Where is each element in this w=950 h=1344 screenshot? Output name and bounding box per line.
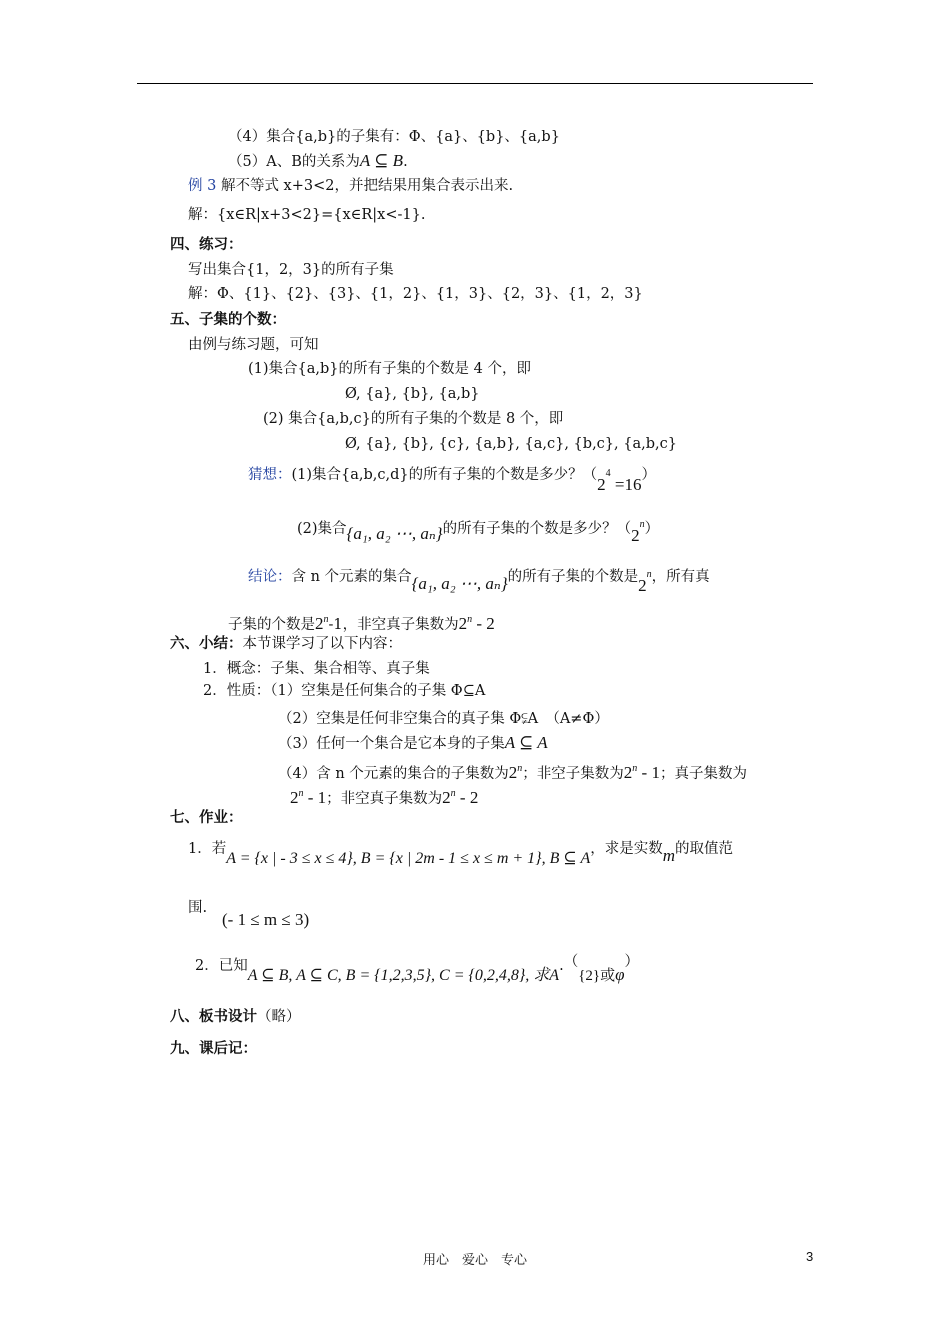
conclusion-line: 结论：含 n 个元素的集合{a₁, a₂ ⋯, aₙ}的所有子集的个数是2$^n$，所有真 (248, 569, 710, 595)
example-line: 例 3 解不等式 x+3<2，并把结果用集合表示出来. (188, 178, 514, 194)
example-label: 例 3 (188, 178, 217, 194)
conclusion-label: 结论： (248, 569, 292, 585)
section-heading: 六、小结：本节课学习了以下内容： (170, 636, 402, 652)
text-line: 写出集合{1，2，3}的所有子集 (188, 262, 394, 278)
section-heading: 九、课后记： (170, 1041, 257, 1057)
page-number: 3 (806, 1249, 814, 1264)
text-line: 1．概念：子集、集合相等、真子集 (203, 661, 430, 677)
text-line: （5）A、B的关系为A ⊆ B. (228, 151, 408, 170)
text-line: 子集的个数是2$^n$-1，非空真子集数为2$^n$ - 2 (228, 614, 495, 633)
text-line: （2）空集是任何非空集合的真子集 Φ⫋A （A≠Φ） (278, 711, 609, 727)
text-line: Ø, {a}, {b}, {a,b} (345, 386, 480, 402)
text-line: Ø, {a}, {b}, {c}, {a,b}, {a,c}, {b,c}, {a,b,c} (345, 436, 677, 452)
text-line: (2) 集合{a,b,c}的所有子集的个数是 8 个，即 (263, 411, 564, 427)
text-line: 围. (188, 900, 208, 916)
answer-line: (- 1 ≤ m ≤ 3) (222, 910, 310, 929)
text-line: (1)集合{a,b}的所有子集的个数是 4 个，即 (248, 361, 531, 377)
text-line: （3）任何一个集合是它本身的子集A ⊆ A (278, 733, 548, 752)
text-line: （4）集合{a,b}的子集有：Φ、{a}、{b}、{a,b} (228, 129, 560, 145)
text-line: 由例与练习题，可知 (188, 337, 319, 353)
homework-2: 2．已知A ⊆ B, A ⊆ C, B = {1,2,3,5}, C = {0,2,4,8}, 求A.（{2}或φ） (195, 954, 640, 984)
section-heading: 八、板书设计（略） (170, 1009, 301, 1025)
guess-line-2: (2)集合{a₁, a₂ ⋯, aₙ}的所有子集的个数是多少？（2$^n$） (297, 519, 660, 545)
section-heading: 七、作业： (170, 810, 243, 826)
section-heading: 五、子集的个数： (170, 312, 286, 328)
header-rule (137, 83, 813, 84)
text-line: 解：Φ、{1}、{2}、{3}、{1，2}、{1，3}、{2，3}、{1，2，3} (188, 286, 643, 302)
homework-1: 1．若A = {x | - 3 ≤ x ≤ 4}, B = {x | 2m - 1 ≤ x ≤ m + 1}, B ⊆ A，求是实数m的取值范 (188, 841, 734, 867)
text-line: （4）含 n 个元素的集合的子集数为2$^n$；非空子集数为2$^n$ - 1；真子集数为 (278, 763, 747, 782)
text-line: 解：{x∈R|x+3<2}={x∈R|x<-1}. (188, 207, 426, 223)
text-line: 2．性质：（1）空集是任何集合的子集 Φ⊆A (203, 683, 486, 699)
guess-line: 猜想：(1)集合{a,b,c,d}的所有子集的个数是多少？$(2^4 =16)$ (248, 467, 656, 494)
guess-label: 猜想： (248, 467, 292, 483)
page-footer: 用心 爱心 专心 (422, 1253, 527, 1268)
text-line: 2$^n$ - 1；非空真子集数为2$^n$ - 2 (290, 788, 479, 807)
section-heading: 四、练习： (170, 237, 243, 253)
